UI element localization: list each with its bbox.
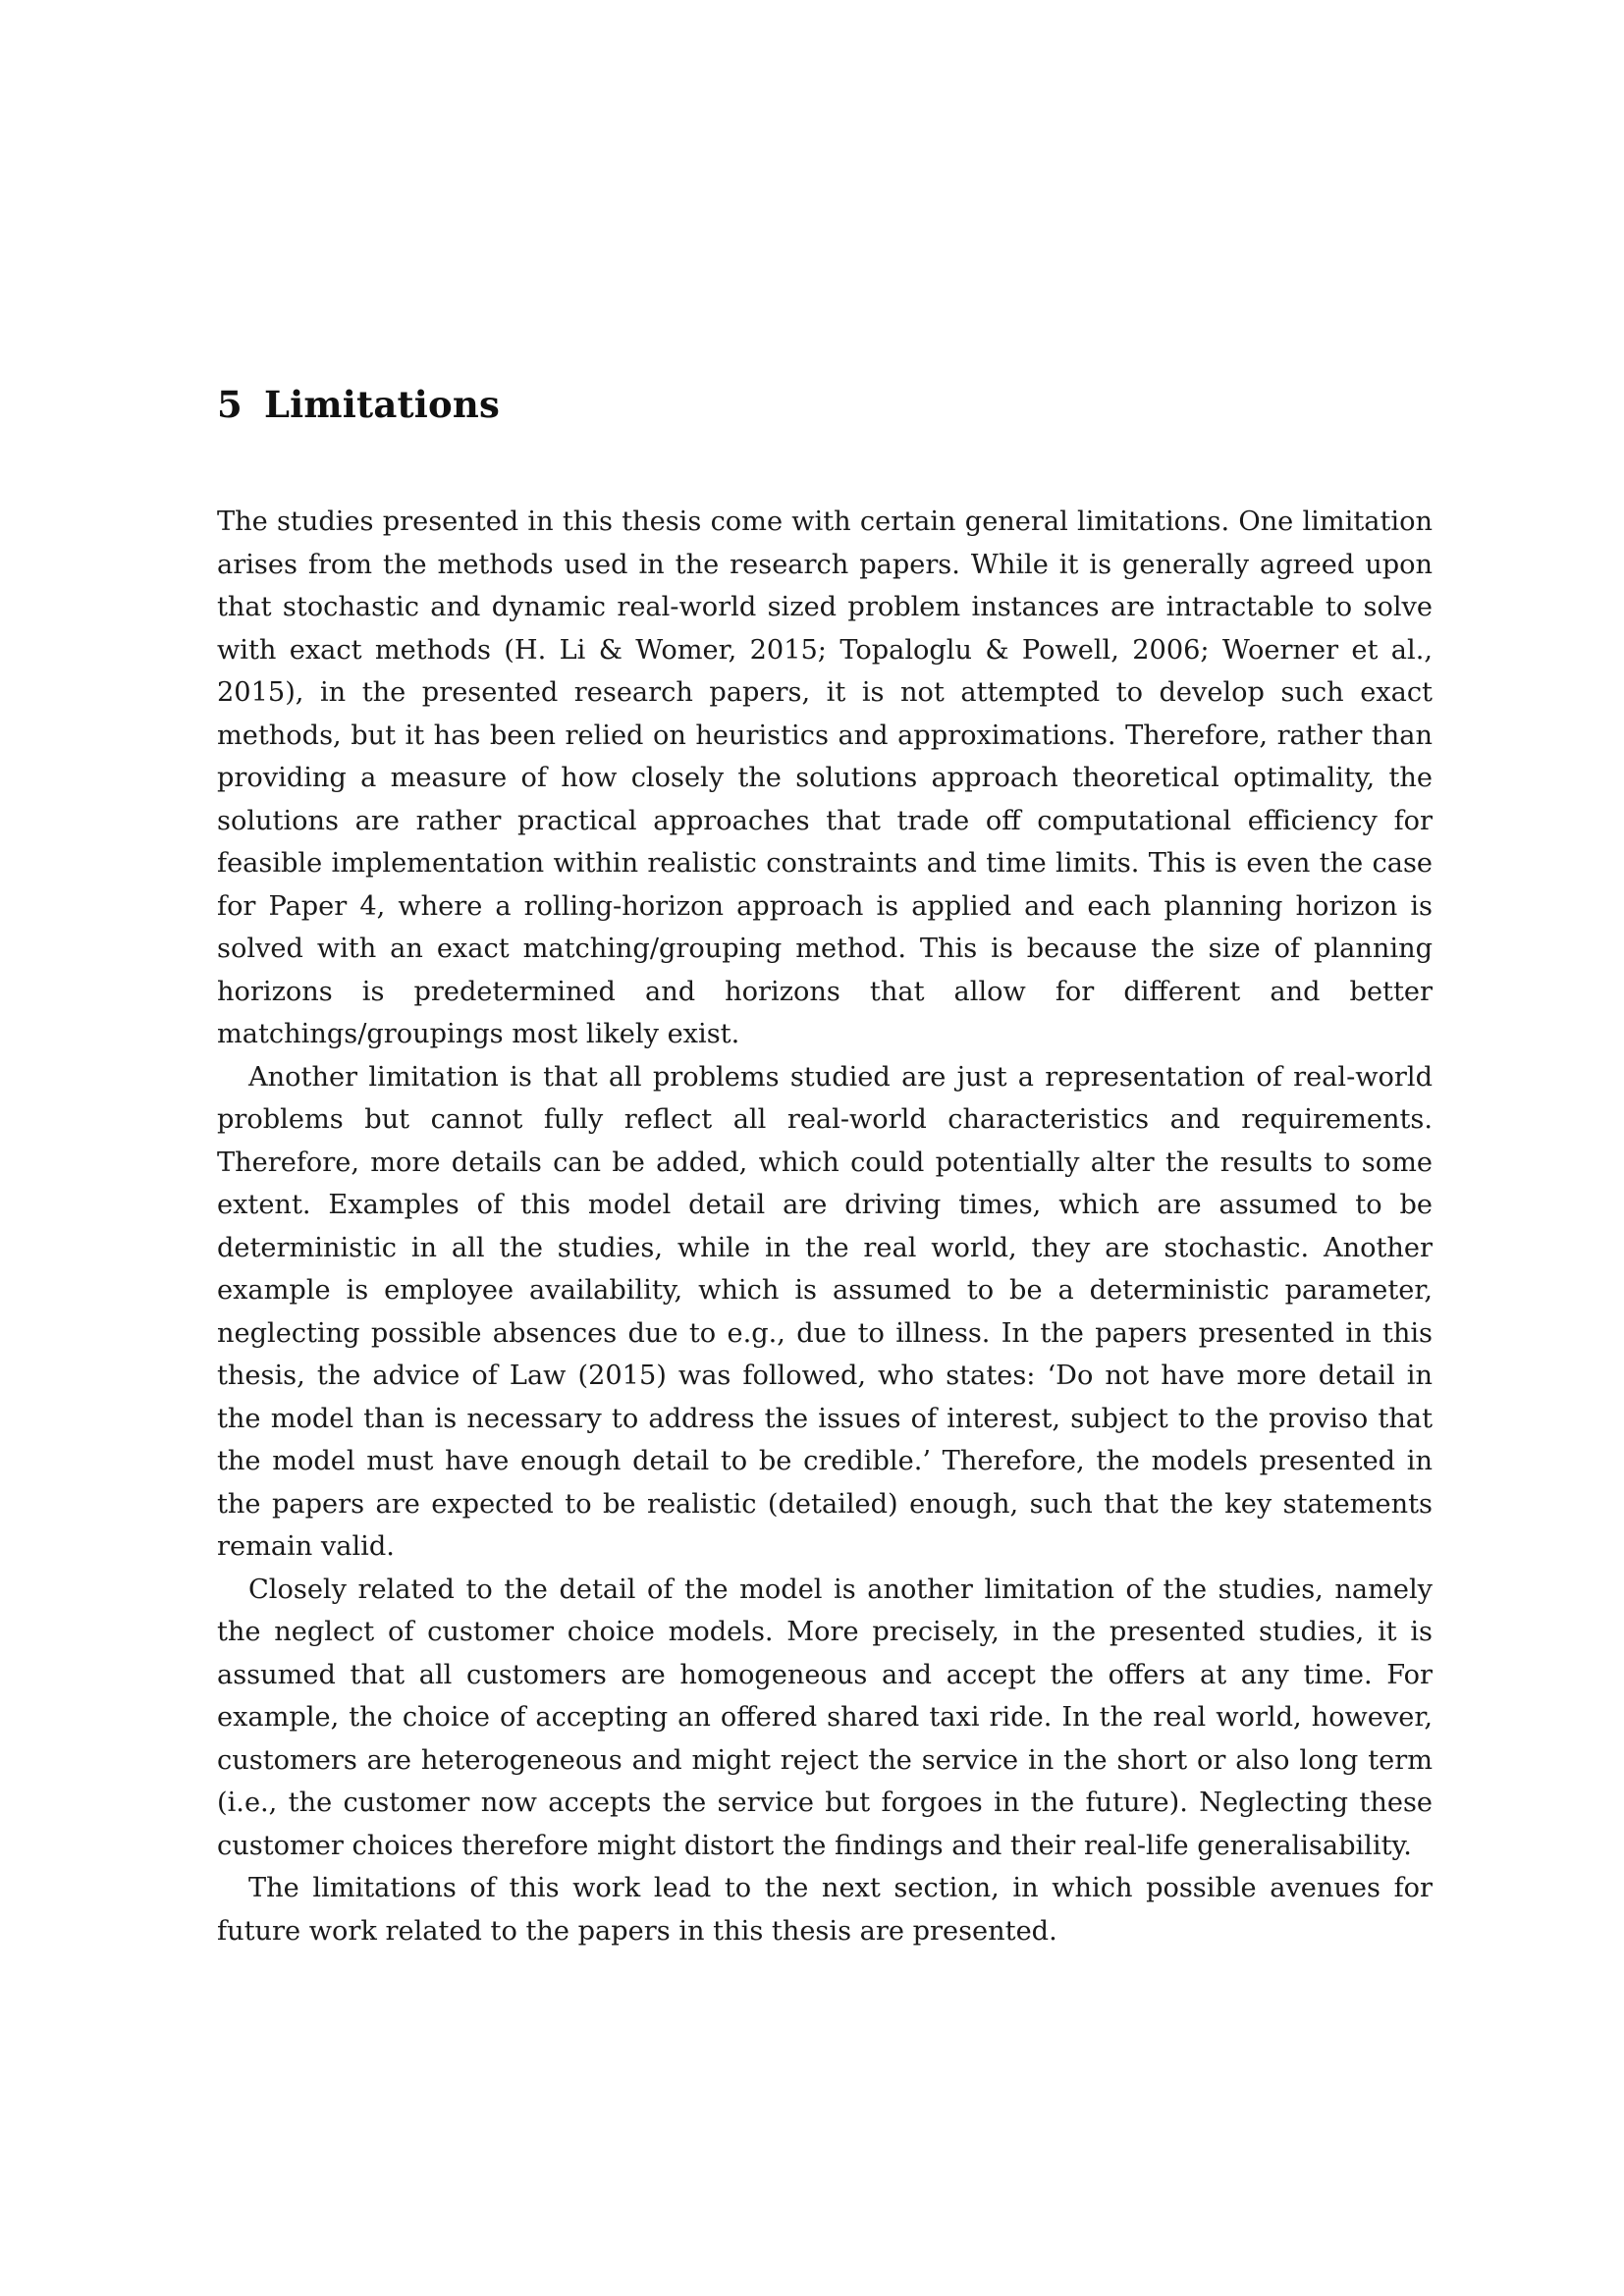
paragraph-transition-future-work: The limitations of this work lead to the next section, in which possible avenues for future work related to the papers in this thesis are presented. [217,1873,1433,1947]
paragraph-customer-choice-limitation: Closely related to the detail of the model is another limitation of the studies, namely the neglect of customer choice models. More precisely, in the presented studies, it is assumed that all customers are homogeneous and accept the offers at any time. For example, the choice of accepting an offered shared taxi ride. In the real world, however, customers are heterogeneous and might reject the service in the short or also long term (i.e., the customer now accepts the service but forgoes in the future). Neglecting these customer choices therefore might distort the findings and their real-life generalisability. [217,1574,1433,1861]
section-number: 5 [217,383,243,426]
paragraph-model-detail-limitation: Another limitation is that all problems studied are just a representation of real-world problems but cannot fully reflect all real-world characteristics and requirements. Therefore, more details can be added, which could potentially alter the results to some extent. Examples of this model detail are driving times, which are assumed to be deterministic in all the studies, while in the real world, they are stochastic. Another example is employee availability, which is assumed to be a deterministic parameter, neglecting possible absences due to e.g., due to illness. In the papers presented in this thesis, the advice of Law (2015) was followed, who states: ‘Do not have more detail in the model than is necessary to address the issues of interest, subject to the proviso that the model must have enough detail to be credible.’ Therefore, the models presented in the papers are expected to be realistic (detailed) enough, such that the key statements remain valid. [217,1061,1433,1562]
paragraph-methods-limitation: The studies presented in this thesis come with certain general limitations. One limitation arises from the methods used in the research papers. While it is generally agreed upon that stochastic and dynamic real-world sized problem instances are intractable to solve with exact methods (H. Li & Womer, 2015; Topaloglu & Powell, 2006; Woerner et al., 2015), in the presented research papers, it is not attempted to develop such exact methods, but it has been relied on heuristics and approximations. Therefore, rather than providing a measure of how closely the solutions approach theoretical optimality, the solutions are rather practical approaches that trade off computational efficiency for feasible implementation within realistic constraints and time limits. This is even the case for Paper 4, where a rolling-horizon approach is applied and each planning horizon is solved with an exact matching/grouping method. This is because the size of planning horizons is predetermined and horizons that allow for different and better matchings/groupings most likely exist. [217,507,1433,1049]
section-title: Limitations [263,383,501,426]
section-heading [217,378,1433,431]
page-content [217,378,1433,1952]
